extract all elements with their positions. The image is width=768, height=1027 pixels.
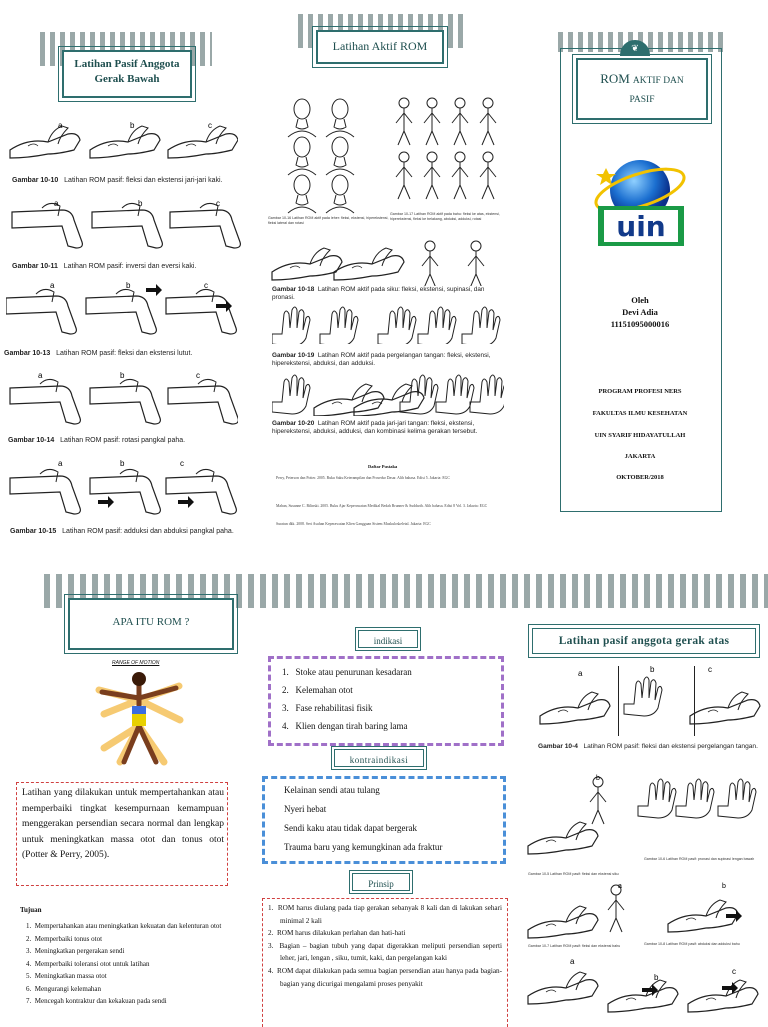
range-of-motion-label: RANGE OF MOTION <box>112 660 160 666</box>
indikasi-title-box <box>358 630 418 648</box>
cover-univ: UIN SYARIF HIDAYATULLAH <box>594 432 686 439</box>
svg-text:c: c <box>732 967 736 976</box>
panel6-title-box <box>532 628 756 654</box>
caption-10-20 <box>272 420 506 436</box>
caption-10-10 <box>12 177 223 184</box>
svg-text:c: c <box>216 199 220 208</box>
kontra-list <box>284 781 504 857</box>
panel2-title: Latihan Aktif ROM <box>332 39 428 53</box>
svg-text:a: a <box>570 957 575 966</box>
caption-10-4 <box>538 743 758 750</box>
panel4-title: APA ITU ROM ? <box>112 616 190 628</box>
references-title: Daftar Pustaka <box>368 464 398 469</box>
cover-author <box>560 294 720 330</box>
svg-text:c: c <box>180 459 184 468</box>
svg-text:b: b <box>130 121 135 130</box>
svg-text:b: b <box>650 665 655 674</box>
tujuan-2: Memperbaiki tonus otot <box>34 934 103 943</box>
prinsip-title: Prinsip <box>368 879 394 889</box>
prinsip-3: Bagian – bagian tubuh yang dapat digerakkan meliputi persendian seperti leher, jari, lengan , siku, tumit, kaki, dan pergelangan kaki <box>279 941 502 963</box>
cover-institution <box>560 388 720 481</box>
indikasi-3: Fase rehabilitasi fisik <box>295 703 373 713</box>
svg-text:b: b <box>722 883 726 890</box>
list-item: 1. Stoke atau penurunan kesadaran <box>282 667 412 677</box>
cover-title <box>578 70 706 109</box>
caption-10-5: Gambar 10-5 Latihan ROM pasif: fleksi dan ekstensi siku <box>528 872 619 876</box>
list-item: 2. Memperbaiki tonus otot <box>26 934 103 943</box>
kontra-title: kontraindikasi <box>349 755 409 765</box>
figure-elbow-passive <box>526 766 766 862</box>
tujuan-5: Meningkatkan massa otot <box>34 972 107 980</box>
cover-oleh: Oleh <box>631 295 649 305</box>
figure-elbow-rom <box>270 238 506 286</box>
panel6-title: Latihan pasif anggota gerak atas <box>558 635 730 647</box>
caption-text: Latihan ROM pasif: adduksi dan abduksi pangkal paha. <box>62 528 234 535</box>
list-item: 2. Kelemahan otot <box>282 685 353 695</box>
figure-wrist-rom <box>272 304 504 344</box>
tujuan-7: Mencegah kontraktur dan kekakuan pada sendi <box>34 997 167 1005</box>
definition-text: Latihan yang dilakukan untuk mempertahankan atau memperbaiki tingkat kesempurnaan kemampuan menggerakan persendian secara normal dan lengkap untuk meningkatkan massa otot dan tonus otot (Potter & Perry, 2005). <box>22 788 224 860</box>
caption-10-14 <box>8 437 185 444</box>
caption-10-11 <box>12 263 196 270</box>
svg-text:b: b <box>596 775 600 782</box>
indikasi-4: Klien dengan tirah baring lama <box>295 721 408 731</box>
figure-toe-flexion <box>8 112 238 176</box>
caption-10-7: Gambar 10-7 Latihan ROM pasif: fleksi dan ekstensi bahu <box>528 944 621 948</box>
figure-neck-rom <box>284 95 374 215</box>
list-item: 2. ROM harus dilakukan perlahan dan hati-hati <box>268 929 406 938</box>
caption-text: Latihan ROM pasif: fleksi dan ekstensi lutut. <box>56 350 193 357</box>
list-item: 7. Mencegah kontraktur dan kekakuan pada sendi <box>26 997 167 1005</box>
panel1-title-box <box>62 50 192 98</box>
kontra-title-box <box>334 749 424 767</box>
tujuan-6: Mengurangi kelemahan <box>34 984 102 993</box>
tujuan-title: Tujuan <box>20 906 42 914</box>
panel1-title-line2: Gerak Bawah <box>94 73 160 85</box>
svg-text:a: a <box>38 371 43 380</box>
prinsip-title-box <box>352 873 410 891</box>
svg-text:a: a <box>618 883 622 890</box>
tujuan-1: Mempertahankan atau meningkatkan kekuatan dan kelenturan otot <box>34 922 222 930</box>
list-item: 4. Klien dengan tirah baring lama <box>282 721 408 731</box>
figure-finger-rom <box>272 372 504 416</box>
list-item: 6. Mengurangi kelemahan <box>26 984 102 993</box>
uin-logo <box>588 148 694 264</box>
prinsip-1: ROM harus diulang pada tiap gerakan sebanyak 8 kali dan di lakukan sehari minimal 2 kali <box>277 904 503 925</box>
svg-text:a: a <box>58 459 63 468</box>
figure-shoulder-abduction-passive <box>526 952 766 1024</box>
figure-hip-abduction <box>8 454 238 520</box>
tujuan-4: Memperbaiki toleransi otot untuk latihan <box>34 959 150 968</box>
reference-2: Mahan, Susanne C. Bilinski. 2005. Buku Ajar Keperawatan Medikal Bedah Brunner & Suddarth. Alih bahasa. Edisi 8 Vol. 3. Jakarta: EGC <box>276 504 488 508</box>
indikasi-2: Kelemahan otot <box>295 685 353 695</box>
caption-num: Gambar 10-15 <box>10 528 57 535</box>
svg-text:b: b <box>654 973 659 982</box>
svg-text:b: b <box>120 459 125 468</box>
svg-text:c: c <box>204 281 208 290</box>
figure-shoulder-rom <box>388 95 504 207</box>
list-item: 3. Fase rehabilitasi fisik <box>282 703 373 713</box>
cover-program: PROGRAM PROFESI NERS <box>598 388 682 395</box>
tujuan-3: Meningkatkan pergerakan sendi <box>34 947 125 955</box>
kontra-2: Nyeri hebat <box>284 804 327 814</box>
figure-shoulder-passive <box>526 878 766 942</box>
figure-wrist-passive <box>538 664 764 738</box>
panel2-title-box <box>316 30 444 64</box>
cover-fakultas: FAKULTAS ILMU KESEHATAN <box>592 410 688 417</box>
indikasi-1: Stoke atau penurunan kesadaran <box>295 667 412 677</box>
caption-num: Gambar 10-19 <box>272 352 315 359</box>
svg-text:a: a <box>578 669 583 678</box>
cover-date: OKTOBER/2018 <box>616 474 664 481</box>
caption-num: Gambar 10-4 <box>538 743 578 750</box>
svg-text:a: a <box>54 199 59 208</box>
caption-num: Gambar 10-18 <box>272 286 315 293</box>
caption-num: Gambar 10-13 <box>4 350 51 357</box>
prinsip-2: ROM harus dilakukan perlahan dan hati-hati <box>276 929 406 938</box>
list-item: 4. ROM dapat dilakukan pada semua bagian persendian atau hanya pada bagian-bagian yang dicurigai mengalami proses penyakit <box>268 966 502 988</box>
caption-text: Latihan ROM aktif pada siku: fleksi, ekstensi, supinasi, dan pronasi. <box>272 286 485 301</box>
prinsip-list <box>268 902 502 990</box>
figure-knee-flexion <box>6 278 242 344</box>
panel1-title-line1: Latihan Pasif Anggota <box>74 58 180 70</box>
caption-10-8: Gambar 10-8 Latihan ROM pasif: abduksi dan adduksi bahu <box>644 942 740 946</box>
caption-10-19 <box>272 352 506 368</box>
reference-3: Suratun dkk. 2008. Seri Asuhan Keperawatan Klien Gangguan Sistem Muskuloskeletal. Jakarta: EGC <box>276 522 431 526</box>
caption-10-13 <box>4 350 192 357</box>
caption-10-16: Gambar 10-16 Latihan ROM aktif pada leher: fleksi, ekstensi, hiperekstensi, fleksi lateral dan rotasi <box>268 216 389 225</box>
list-item: 3. Bagian – bagian tubuh yang dapat digerakkan meliputi persendian seperti leher, jari, lengan , siku, tumit, kaki, dan pergelangan kaki <box>268 941 502 963</box>
svg-text:c: c <box>208 121 212 130</box>
cover-nim: 11151095000016 <box>610 319 670 329</box>
prinsip-4: ROM dapat dilakukan pada semua bagian persendian atau hanya pada bagian-bagian yang dicurigai mengalami proses penyakit <box>277 966 502 988</box>
svg-text:b: b <box>120 371 125 380</box>
list-item: 1. Mempertahankan atau meningkatkan kekuatan dan kelenturan otot <box>26 922 222 930</box>
caption-10-15 <box>10 528 234 535</box>
list-item: 5. Meningkatkan massa otot <box>26 972 107 980</box>
caption-text: Latihan ROM aktif pada jari-jari tangan: fleksi, ekstensi, hiperekstensi, abduksi, adduksi, dan kombinasi kelima gerakan tersebut. <box>272 420 478 435</box>
cover-title-box <box>576 58 708 120</box>
list-item: 3. Meningkatkan pergerakan sendi <box>26 947 125 955</box>
cover-city: JAKARTA <box>624 453 656 460</box>
indikasi-list <box>282 663 412 735</box>
indikasi-title: indikasi <box>373 636 403 646</box>
svg-text:a: a <box>58 121 63 130</box>
tujuan-list <box>26 920 236 1008</box>
caption-text: Latihan ROM pasif: fleksi dan ekstensi pergelangan tangan. <box>583 743 758 750</box>
caption-10-17: Gambar 10-17 Latihan ROM aktif pada bahu: fleksi ke atas, ekstensi, hiperekstensi, fleksi ke belakang, abduksi, adduksi, rotasi <box>390 212 500 221</box>
caption-num: Gambar 10-14 <box>8 437 55 444</box>
cover-ornament: ❦ <box>620 40 650 56</box>
caption-text: Latihan ROM aktif pada pergelangan tangan: fleksi, ekstensi, hiperekstensi, abduksi, dan adduksi. <box>272 352 491 367</box>
cover-title-rom: ROM <box>600 71 630 86</box>
panel4-title-box <box>68 598 234 650</box>
caption-text: Latihan ROM pasif: fleksi dan ekstensi jari-jari kaki. <box>64 177 223 184</box>
caption-10-18 <box>272 286 506 302</box>
caption-10-6: Gambar 10-6 Latihan ROM pasif: pronasi dan supinasi lengan bawah <box>644 857 755 861</box>
list-item: 4. Memperbaiki toleransi otot untuk latihan <box>26 959 150 968</box>
cover-name: Devi Adia <box>622 307 658 317</box>
svg-text:c: c <box>708 665 712 674</box>
svg-text:a: a <box>50 281 55 290</box>
caption-num: Gambar 10-10 <box>12 177 59 184</box>
reference-1: Perry, Peterson dan Potter. 2005. Buku Saku Keterampilan dan Prosedur Dasar. Alih bahasa. Edisi 5. Jakarta: EGC <box>276 476 450 480</box>
kontra-4: Trauma baru yang kemungkinan ada fraktur <box>284 842 443 852</box>
figure-range-of-motion-body <box>84 670 194 770</box>
figure-foot-inversion <box>8 196 242 256</box>
kontra-3: Sendi kaku atau tidak dapat bergerak <box>284 823 418 833</box>
figure-hip-rotation <box>8 366 238 430</box>
caption-text: Latihan ROM pasif: inversi dan eversi kaki. <box>63 263 197 270</box>
cover-title-aktif: AKTIF DAN <box>632 76 684 86</box>
list-item: 1. ROM harus diulang pada tiap gerakan sebanyak 8 kali dan di lakukan sehari minimal 2 kali <box>268 904 503 925</box>
svg-text:b: b <box>126 281 131 290</box>
svg-text:c: c <box>196 371 200 380</box>
caption-text: Latihan ROM pasif: rotasi pangkal paha. <box>60 437 186 444</box>
uin-logo-text: uin <box>616 210 666 243</box>
caption-num: Gambar 10-20 <box>272 420 315 427</box>
cover-title-pasif: PASIF <box>629 95 655 105</box>
svg-text:b: b <box>138 199 143 208</box>
kontra-1: Kelainan sendi atau tulang <box>284 785 380 795</box>
caption-num: Gambar 10-11 <box>12 263 58 270</box>
